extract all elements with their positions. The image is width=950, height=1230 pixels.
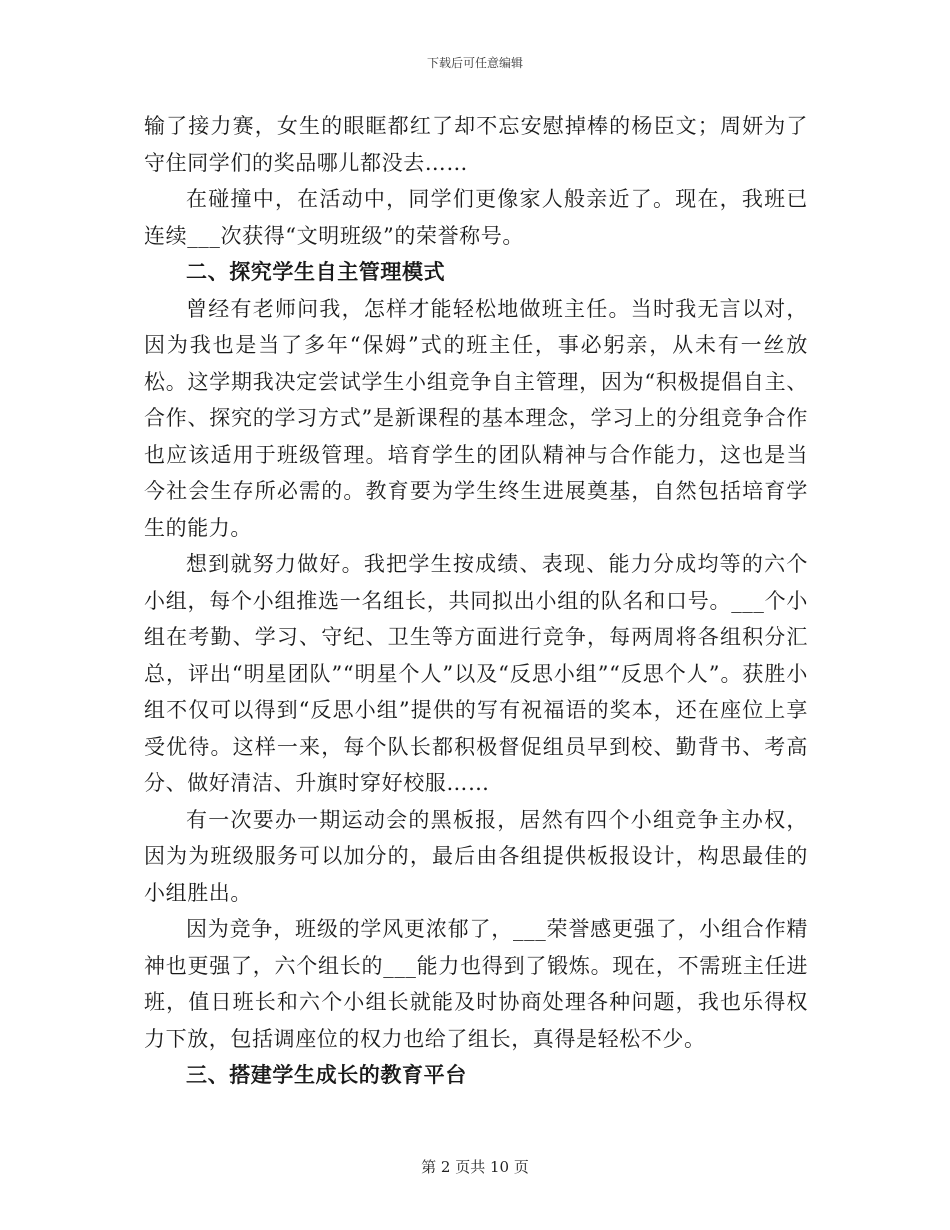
page-header: 下载后可任意编辑 bbox=[426, 56, 523, 70]
page-footer: 第 2 页共 10 页 bbox=[421, 1158, 529, 1176]
section-heading-self-management: 二、探究学生自主管理模式 bbox=[186, 260, 446, 284]
paragraph-six-groups: 想到就努力做好。我把学生按成绩、表现、能力分成均等的六个小组，每个小组推选一名组长，共同拟出小组的队名和口号。___个小组在考勤、学习、守纪、卫生等方面进行竞争，每两周将各组积分汇总，评出“明星团队”“明星个人”以及“反思小组”“反思个人”。获胜小组不仅可以得到“反思小组”提供的写有祝福语的奖本，还在座位上享受优待。这样一来，每个队长都积极督促组员早到校、勤背书、考高分、做好清洁、升旗时穿好校服…… bbox=[144, 552, 808, 795]
paragraph-blackboard: 有一次要办一期运动会的黑板报，居然有四个小组竞争主办权，因为为班级服务可以加分的，最后由各组提供板报设计，构思最佳的小组胜出。 bbox=[144, 807, 808, 905]
document-body bbox=[144, 108, 808, 1094]
paragraph-competition-result: 因为竞争，班级的学风更浓郁了，___荣誉感更强了，小组合作精神也更强了，六个组长的___能力也得到了锻炼。现在，不需班主任进班，值日班长和六个小组长就能及时协商处理各种问题，我也乐得权力下放，包括调座位的权力也给了组长，真得是轻松不少。 bbox=[144, 917, 808, 1051]
paragraph-civilized-class: 在碰撞中，在活动中，同学们更像家人般亲近了。现在，我班已连续___次获得“文明班级”的荣誉称号。 bbox=[144, 187, 808, 248]
section-heading-education-platform: 三、搭建学生成长的教育平台 bbox=[186, 1063, 467, 1087]
paragraph-relay-race: 输了接力赛，女生的眼眶都红了却不忘安慰掉棒的杨臣文；周妍为了守住同学们的奖品哪儿都没去…… bbox=[144, 114, 808, 175]
paragraph-teacher-question: 曾经有老师问我，怎样才能轻松地做班主任。当时我无言以对，因为我也是当了多年“保姆”式的班主任，事必躬亲，从未有一丝放松。这学期我决定尝试学生小组竞争自主管理，因为“积极提倡自主、合作、探究的学习方式”是新课程的基本理念，学习上的分组竞争合作也应该适用于班级管理。培育学生的团队精神与合作能力，这也是当今社会生存所必需的。教育要为学生终生进展奠基，自然包括培育学生的能力。 bbox=[144, 296, 808, 540]
